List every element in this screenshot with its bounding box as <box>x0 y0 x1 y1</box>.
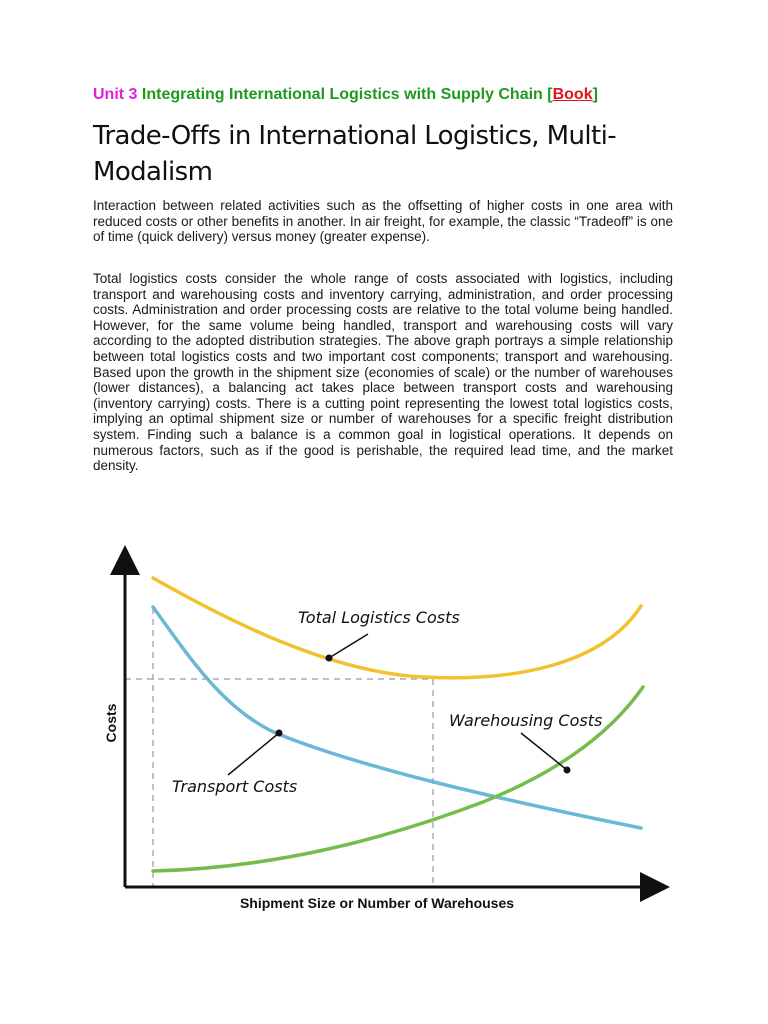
transport-costs-label: Transport Costs <box>172 777 298 796</box>
intro-paragraph: Interaction between related activities such as the offsetting of higher costs in one area with reduced costs or other benefits in another. In air freight, for example, the classic “Tradeoff” is one of time (quick delivery) versus money (greater expense). <box>93 198 673 245</box>
warehousing-costs-leader <box>521 733 567 770</box>
unit-header <box>93 86 598 104</box>
y-axis-title: Costs <box>103 703 119 743</box>
unit-number: Unit 3 <box>93 86 138 103</box>
warehousing-costs-point <box>564 767 571 774</box>
warehousing-costs-label: Warehousing Costs <box>449 711 603 730</box>
x-axis-title: Shipment Size or Number of Warehouses <box>239 895 515 911</box>
transport-costs-point <box>276 730 283 737</box>
body-paragraph: Total logistics costs consider the whole range of costs associated with logistics, including transport and warehousing costs and inventory carrying, administration, and order processing costs. Administration and order processing costs are relative to the total volume being handled. However, for the same volume being handled, transport and warehousing costs will vary according to the adopted distribution strategies. The above graph portrays a simple relationship between total logistics costs and two important cost components; transport and warehousing. Based upon the growth in the shipment size (economies of scale) or the number of warehouses (lower distances), a balancing act takes place between transport costs and warehousing (inventory carrying) costs. There is a cutting point representing the lowest total logistics costs, implying an optimal shipment size or number of warehouses for a specific freight distribution system. Finding such a balance is a common goal in logistical operations. It depends on numerous factors, such as if the good is perishable, the required lead time, and the market density. <box>93 271 673 474</box>
cost-tradeoff-diagram <box>93 540 673 920</box>
total-costs-label: Total Logistics Costs <box>298 608 460 627</box>
total-costs-point <box>326 655 333 662</box>
transport-costs-leader <box>228 733 279 775</box>
bracket-open: [ <box>547 86 553 103</box>
diagram-svg <box>93 540 673 920</box>
bracket-close: ] <box>592 86 598 103</box>
book-link[interactable]: Book <box>552 86 593 103</box>
total-logistics-costs-curve <box>153 578 641 678</box>
page-title: Trade-Offs in International Logistics, Multi-Modalism <box>93 121 616 187</box>
unit-title: Integrating International Logistics with Supply Chain <box>141 86 543 103</box>
total-costs-leader <box>329 634 368 658</box>
